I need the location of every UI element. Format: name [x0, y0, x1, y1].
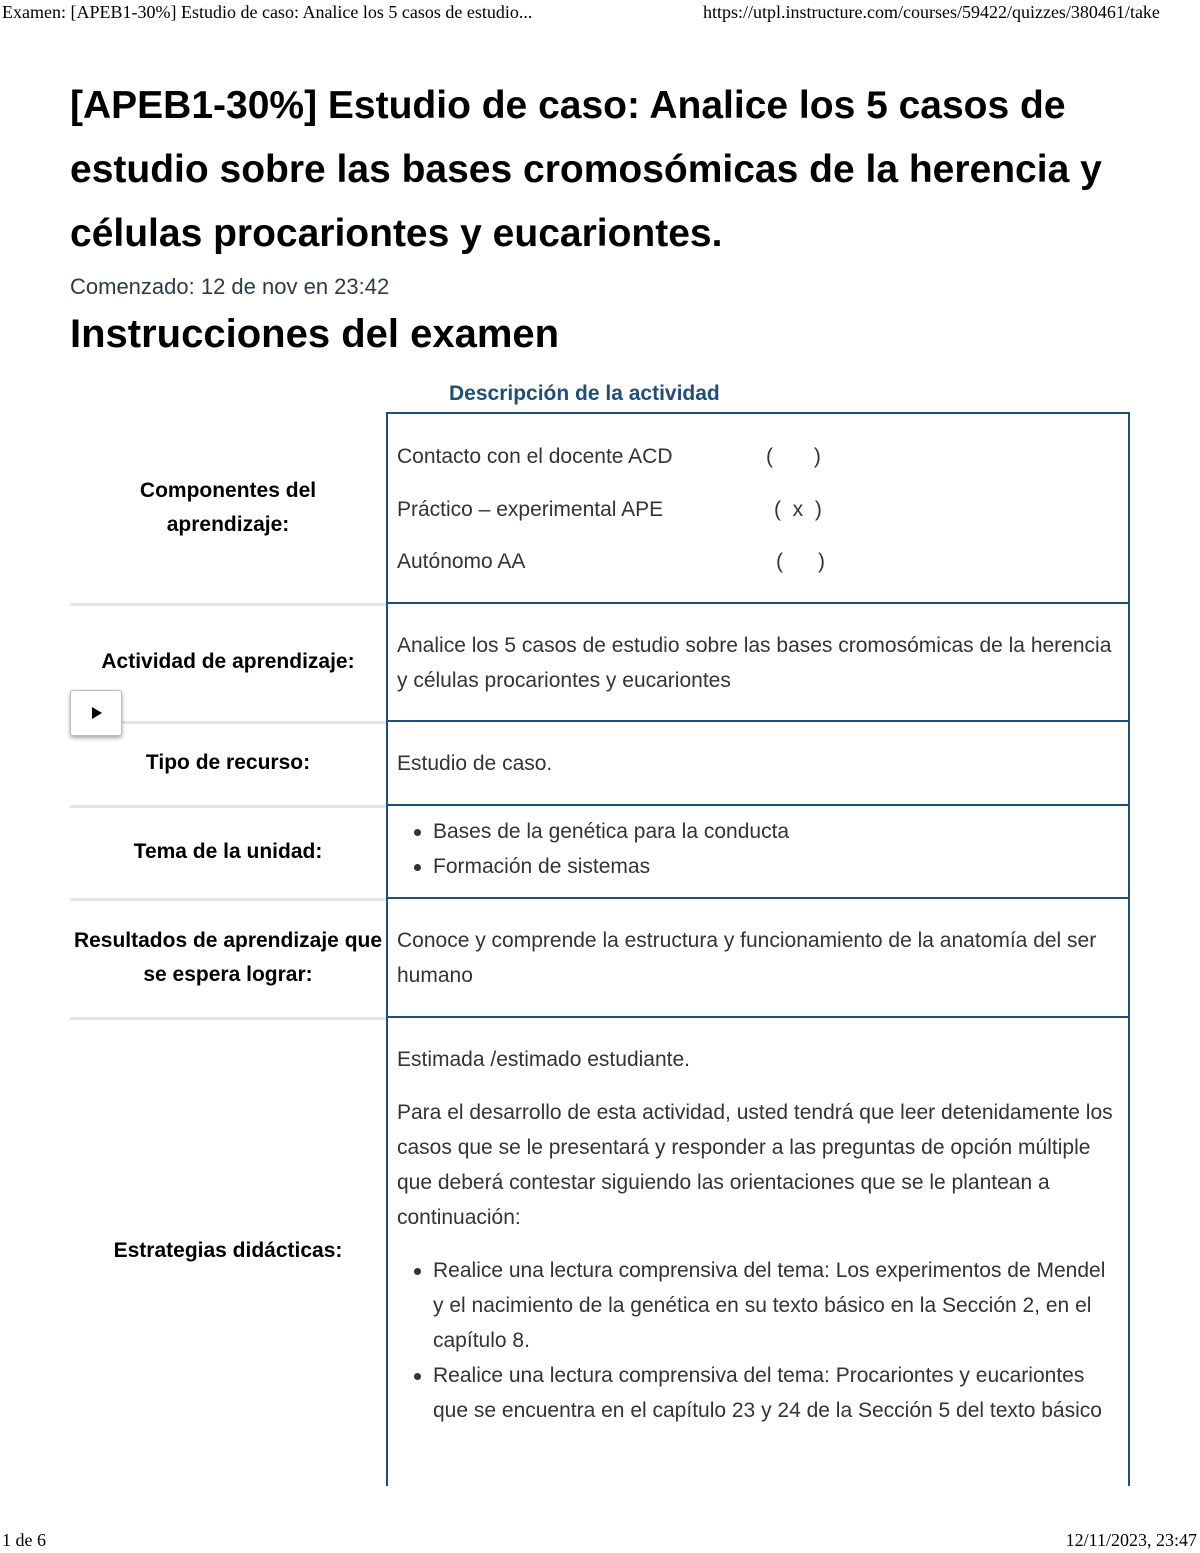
resultados-value: Conoce y comprende la estructura y funcionamiento de la anatomía del ser humano [397, 929, 1097, 987]
componente-aa: Autónomo AA [397, 550, 526, 573]
row-actividad [70, 602, 1130, 722]
description-heading: Descripción de la actividad [449, 382, 720, 405]
estrategias-cell [386, 1016, 1130, 1486]
componente-acd: Contacto con el docente ACD [397, 445, 673, 468]
quiz-started-time: Comenzado: 12 de nov en 23:42 [70, 274, 390, 299]
componente-ape: Práctico – experimental APE [397, 498, 664, 521]
componentes-cell [386, 412, 1130, 604]
estrategias-greeting: Estimada /estimado estudiante. [397, 1048, 690, 1071]
print-datetime: 12/11/2023, 23:47 [1065, 1530, 1197, 1550]
row-resultados [70, 897, 1130, 1018]
print-url[interactable]: https://utpl.instructure.com/courses/59422/quizzes/380461/take [703, 2, 1160, 22]
componente-acd-mark: ( ) [766, 445, 821, 468]
list-item: Realice una lectura comprensiva del tema: Procariontes y eucariontes que se encuentra en el capítulo 23 y 24 de la Sección 5 del texto básico [433, 1358, 1120, 1428]
estrategias-label: Estrategias didácticas: [113, 1239, 343, 1262]
estrategias-list [397, 1253, 1120, 1428]
tema-cell [386, 804, 1130, 899]
row-recurso [70, 720, 1130, 806]
actividad-value: Analice los 5 casos de estudio sobre las bases cromosómicas de la herencia y células procariontes y eucariontes [397, 634, 1112, 692]
print-page-title: Examen: [APEB1-30%] Estudio de caso: Analice los 5 casos de estudio... [2, 2, 533, 22]
row-estrategias [70, 1016, 1130, 1486]
play-icon [89, 706, 103, 720]
quiz-title: [APEB1-30%] Estudio de caso: Analice los 5 casos de estudio sobre las bases cromosómicas de la herencia y células procariontes y eucariontes. [70, 84, 1102, 255]
tema-label: Tema de la unidad: [133, 839, 323, 863]
resultados-cell [386, 897, 1130, 1018]
componente-ape-mark: ( x ) [774, 498, 822, 521]
estrategias-intro: Para el desarrollo de esta actividad, usted tendrá que leer detenidamente los casos que se le presentará y responder a las preguntas de opción múltiple que deberá contestar siguiendo las orientaciones que se le plantean a continuación: [397, 1101, 1113, 1229]
recurso-value: Estudio de caso. [397, 752, 553, 775]
print-footer [0, 1530, 1200, 1552]
resultados-label: Resultados de aprendizaje que se espera lograr: [73, 928, 383, 986]
play-button[interactable] [70, 690, 122, 736]
actividad-label: Actividad de aprendizaje: [101, 650, 355, 673]
componente-aa-mark: ( ) [776, 550, 825, 573]
instructions-heading: Instrucciones del examen [70, 312, 560, 356]
list-item: Formación de sistemas [433, 849, 1120, 884]
list-item: Bases de la genética para la conducta [433, 814, 1120, 849]
componentes-label: Componentes del aprendizaje: [139, 479, 317, 536]
row-componentes [70, 412, 1130, 604]
print-page-number: 1 de 6 [2, 1530, 46, 1550]
tema-list [397, 814, 1120, 884]
actividad-cell [386, 602, 1130, 722]
print-header [0, 0, 1200, 26]
recurso-label: Tipo de recurso: [145, 751, 311, 774]
recurso-cell [386, 720, 1130, 806]
row-tema [70, 804, 1130, 899]
list-item: Realice una lectura comprensiva del tema: Los experimentos de Mendel y el nacimiento de la genética en su texto básico en la Sección 2, en el capítulo 8. [433, 1253, 1120, 1358]
